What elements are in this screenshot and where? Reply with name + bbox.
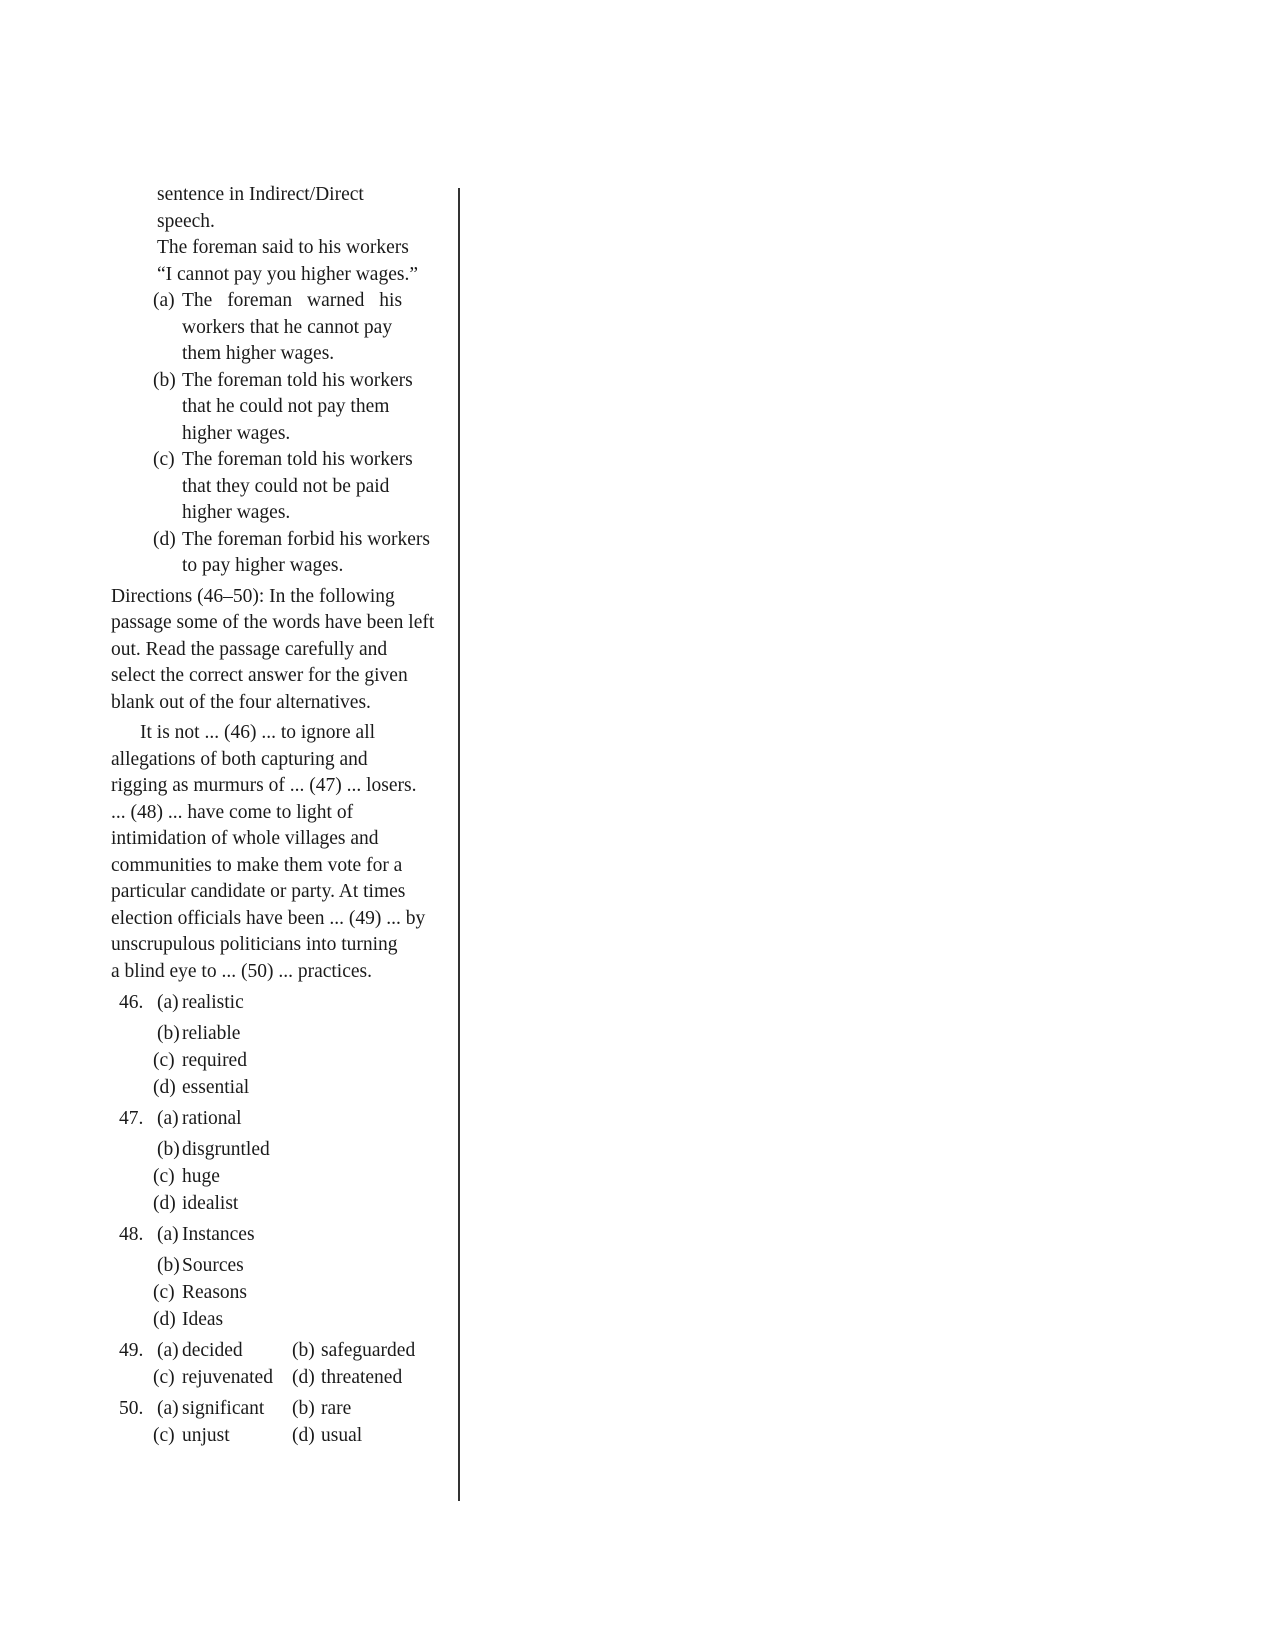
question-46 bbox=[111, 989, 456, 1101]
option-line: (c) The foreman told his workers bbox=[111, 447, 456, 474]
option-label: (d) bbox=[292, 1367, 315, 1388]
page-column bbox=[111, 182, 456, 1449]
option-line: higher wages. bbox=[182, 502, 291, 523]
option-text: idealist bbox=[182, 1193, 239, 1214]
option-label: (d) bbox=[153, 1309, 176, 1330]
question-number: 50. bbox=[119, 1398, 144, 1419]
option-label: (a) bbox=[157, 992, 179, 1013]
option-text: Sources bbox=[182, 1255, 244, 1276]
option-text: rational bbox=[182, 1108, 242, 1129]
question-50 bbox=[111, 1395, 456, 1449]
option-label: (b) bbox=[292, 1398, 315, 1419]
directions-line: Directions (46–50): In the following bbox=[111, 585, 395, 607]
option-text: rare bbox=[321, 1398, 352, 1419]
option-text: rejuvenated bbox=[182, 1367, 273, 1388]
option-label: (b) bbox=[153, 369, 176, 391]
option-line: higher wages. bbox=[182, 422, 291, 444]
question-45 bbox=[111, 182, 456, 580]
option-text: disgruntled bbox=[182, 1139, 270, 1160]
question-47 bbox=[111, 1105, 456, 1217]
option-line: them higher wages. bbox=[182, 343, 335, 364]
option-text: Ideas bbox=[182, 1309, 224, 1330]
option-label: (c) bbox=[153, 1425, 175, 1446]
passage-line: election officials have been ... (49) ... by bbox=[111, 907, 426, 929]
option-label: (a) bbox=[157, 1340, 179, 1361]
option-line: (d) The foreman forbid his workers bbox=[111, 527, 456, 554]
option-label: (c) bbox=[153, 449, 175, 470]
option-label: (c) bbox=[153, 1050, 175, 1071]
directions-line: blank out of the four alternatives. bbox=[111, 691, 371, 713]
option-text: huge bbox=[182, 1166, 220, 1187]
question-number: 49. bbox=[119, 1340, 144, 1361]
option-text: unjust bbox=[182, 1425, 230, 1446]
option-text: essential bbox=[182, 1077, 250, 1098]
option-line: (b) The foreman told his workers bbox=[111, 368, 456, 395]
question-stem-line: speech. bbox=[157, 210, 215, 232]
directions-line: select the correct answer for the given bbox=[111, 665, 408, 686]
option-text: Instances bbox=[182, 1224, 255, 1245]
option-label: (d) bbox=[292, 1425, 315, 1446]
option-text: significant bbox=[182, 1398, 265, 1419]
question-stem-line: “I cannot pay you higher wages.” bbox=[157, 263, 418, 285]
option-label: (b) bbox=[157, 1139, 180, 1160]
option-label: (a) bbox=[153, 290, 175, 311]
option-text: Reasons bbox=[182, 1282, 247, 1303]
option-label: (a) bbox=[157, 1398, 179, 1419]
passage-line: intimidation of whole villages and bbox=[111, 828, 379, 849]
option-label: (a) bbox=[157, 1224, 179, 1245]
question-48 bbox=[111, 1221, 456, 1333]
option-line: (a) The foreman warned his bbox=[111, 288, 456, 315]
directions-line: out. Read the passage carefully and bbox=[111, 638, 388, 660]
passage-line: particular candidate or party. At times bbox=[111, 881, 406, 902]
option-text: decided bbox=[182, 1340, 243, 1361]
option-text: reliable bbox=[182, 1023, 241, 1044]
question-49 bbox=[111, 1337, 456, 1391]
column-divider bbox=[458, 188, 460, 1501]
option-line: that he could not pay them bbox=[182, 396, 390, 417]
option-label: (b) bbox=[157, 1255, 180, 1276]
option-d bbox=[111, 527, 456, 580]
option-text: required bbox=[182, 1050, 247, 1071]
cloze-passage bbox=[111, 720, 456, 985]
directions-line: passage some of the words have been left bbox=[111, 612, 435, 633]
option-a bbox=[111, 288, 456, 368]
passage-line: communities to make them vote for a bbox=[111, 854, 403, 876]
passage-line: unscrupulous politicians into turning bbox=[111, 934, 398, 955]
passage-line: a blind eye to ... (50) ... practices. bbox=[111, 960, 372, 982]
option-label: (a) bbox=[157, 1108, 179, 1129]
question-stem-line: The foreman said to his workers bbox=[157, 237, 409, 258]
passage-line: rigging as murmurs of ... (47) ... losers. bbox=[111, 775, 417, 796]
option-line: to pay higher wages. bbox=[182, 555, 344, 576]
option-label: (b) bbox=[292, 1340, 315, 1361]
option-label: (d) bbox=[153, 528, 176, 550]
option-label: (c) bbox=[153, 1367, 175, 1388]
option-text: threatened bbox=[321, 1367, 403, 1388]
option-label: (d) bbox=[153, 1193, 176, 1214]
option-label: (c) bbox=[153, 1166, 175, 1187]
option-c bbox=[111, 447, 456, 527]
option-line: workers that he cannot pay bbox=[182, 316, 393, 338]
passage-line: ... (48) ... have come to light of bbox=[111, 801, 354, 823]
option-text: safeguarded bbox=[321, 1340, 416, 1361]
question-stem-line: sentence in Indirect/Direct bbox=[157, 184, 364, 205]
option-text: usual bbox=[321, 1425, 363, 1446]
option-label: (d) bbox=[153, 1077, 176, 1098]
question-number: 46. bbox=[119, 992, 144, 1013]
question-number: 47. bbox=[119, 1108, 144, 1129]
option-line: that they could not be paid bbox=[182, 475, 390, 497]
passage-line: allegations of both capturing and bbox=[111, 748, 368, 770]
passage-line: It is not ... (46) ... to ignore all bbox=[140, 722, 376, 743]
directions-block bbox=[111, 584, 456, 717]
option-label: (c) bbox=[153, 1282, 175, 1303]
option-label: (b) bbox=[157, 1023, 180, 1044]
option-b bbox=[111, 368, 456, 448]
option-text: realistic bbox=[182, 992, 244, 1013]
question-number: 48. bbox=[119, 1224, 144, 1245]
